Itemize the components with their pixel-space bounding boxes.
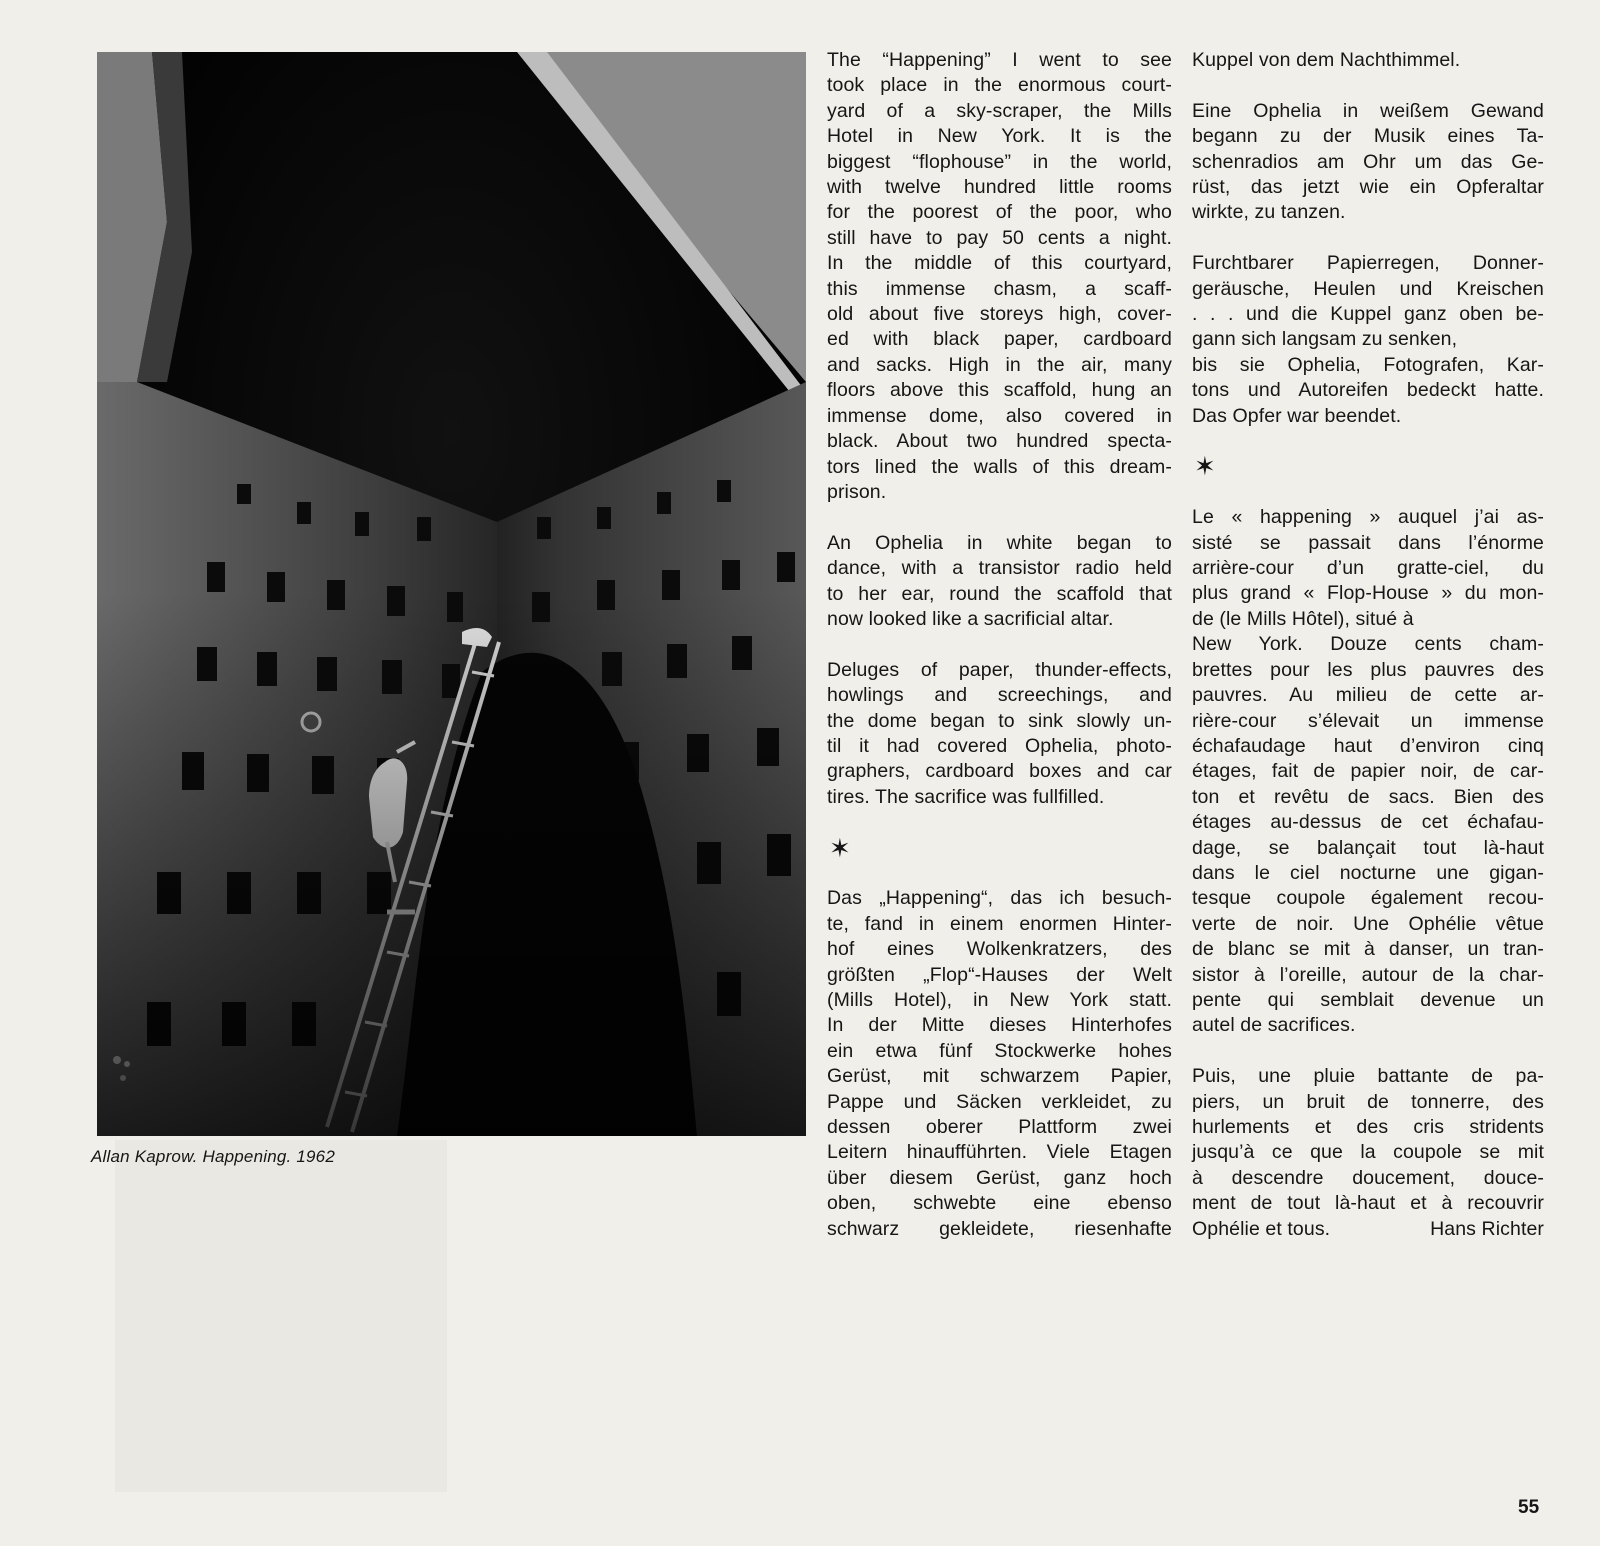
text-line: Ophélie et tous. xyxy=(1192,1217,1331,1240)
text-line: autel de sacrifices. xyxy=(1192,1014,1356,1037)
text-line: Gerüst, mit schwarzem Papier, xyxy=(827,1065,1172,1088)
text-line: te, fand in einem enormen Hinter- xyxy=(827,912,1172,935)
text-line: Kuppel von dem Nachthimmel. xyxy=(1192,49,1461,71)
paper-shadow xyxy=(115,1140,447,1492)
text-line: took place in the enormous court- xyxy=(827,74,1172,97)
text-line: wirkte, zu tanzen. xyxy=(1192,201,1346,224)
text-line: schwarz gekleidete, riesenhafte xyxy=(827,1217,1172,1240)
text-line: with twelve hundred little rooms xyxy=(827,176,1172,199)
text-line: to her ear, round the scaffold that xyxy=(827,582,1172,605)
text-line: til it had covered Ophelia, photo- xyxy=(827,734,1172,757)
text-line: geräusche, Heulen und Kreischen xyxy=(1192,277,1544,300)
german-paragraph-2 xyxy=(1192,99,1544,226)
text-line: dage, se balançait tout là-haut xyxy=(1192,836,1544,859)
text-line: Eine Ophelia in weißem Gewand xyxy=(1192,99,1544,122)
text-line: oben, schwebte eine ebenso xyxy=(827,1192,1172,1215)
text-line: hof eines Wolkenkratzers, des xyxy=(827,938,1172,961)
text-line: now looked like a sacrificial altar. xyxy=(827,607,1114,630)
text-line: this immense chasm, a scaff- xyxy=(827,277,1172,300)
text-line: dans le ciel nocturne une gigan- xyxy=(1192,861,1544,884)
german-paragraph-3 xyxy=(1192,251,1544,429)
photo-caption: Allan Kaprow. Happening. 1962 xyxy=(91,1147,335,1166)
text-line: hurlements et des cris stridents xyxy=(1192,1115,1544,1138)
english-paragraph-2 xyxy=(827,531,1172,633)
text-line: floors above this scaffold, hung an xyxy=(827,379,1172,402)
text-line: Pappe und Säcken verkleidet, zu xyxy=(827,1090,1172,1113)
french-paragraph-2 xyxy=(1192,1064,1544,1242)
text-line: the dome began to sink slowly un- xyxy=(827,709,1172,732)
text-line: begann zu der Musik eines Ta- xyxy=(1192,125,1544,148)
text-line: biggest “flophouse” in the world, xyxy=(827,150,1172,173)
text-line: pauvres. Au milieu de cette ar- xyxy=(1192,684,1544,707)
text-line: jusqu’à ce que la coupole se mit xyxy=(1192,1141,1544,1164)
text-line: Das Opfer war beendet. xyxy=(1192,404,1402,427)
text-line: Furchtbarer Papierregen, Donner- xyxy=(1192,252,1544,275)
text-line: ton et revêtu de sacs. Bien des xyxy=(1192,785,1544,808)
text-line: . . . und die Kuppel ganz oben be- xyxy=(1192,303,1544,326)
text-line: plus grand « Flop-House » du mon- xyxy=(1192,582,1544,605)
english-paragraph-1 xyxy=(827,48,1172,505)
text-line: dessen oberer Plattform zwei xyxy=(827,1116,1172,1138)
text-line: de (le Mills Hôtel), situé à xyxy=(1192,607,1414,630)
text-line: sisté se passait dans l’énorme xyxy=(1192,531,1544,554)
text-line: ein etwa fünf Stockwerke hohes xyxy=(827,1039,1172,1062)
text-line: Hotel in New York. It is the xyxy=(827,125,1172,148)
text-line: New York. Douze cents cham- xyxy=(1192,633,1544,656)
text-line: ed with black paper, cardboard xyxy=(827,328,1172,351)
text-line: dance, with a transistor radio held xyxy=(827,557,1172,580)
text-line: pente qui semblait devenue un xyxy=(1192,988,1544,1011)
text-line: brettes pour les plus pauvres des xyxy=(1192,658,1544,681)
star-separator-icon: ✶ xyxy=(1194,451,1216,482)
french-paragraph-1 xyxy=(1192,505,1544,1039)
text-line: tons und Autoreifen bedeckt hatte. xyxy=(1192,379,1544,402)
text-line: rüst, das jetzt wie ein Opferaltar xyxy=(1192,176,1544,199)
text-line: Das „Happening“, das ich besuch- xyxy=(827,887,1172,910)
english-paragraph-3 xyxy=(827,658,1172,810)
text-line: Leitern hinaufführten. Viele Etagen xyxy=(827,1141,1172,1164)
text-line: piers, un bruit de tonnerre, des xyxy=(1192,1090,1544,1113)
text-line: (Mills Hotel), in New York statt. xyxy=(827,988,1172,1011)
text-line: ment de tout là-haut et à recouvrir xyxy=(1192,1192,1544,1215)
photograph xyxy=(97,52,806,1136)
text-line: tors lined the walls of this dream- xyxy=(827,455,1172,478)
text-line: Deluges of paper, thunder-effects, xyxy=(827,658,1172,681)
courtyard-photo-graphic xyxy=(97,52,806,1136)
text-line: tires. The sacrifice was fullfilled. xyxy=(827,785,1105,808)
text-line: étages au-dessus de cet échafau- xyxy=(1192,811,1544,834)
signature-line xyxy=(1192,1217,1544,1242)
text-line: The “Happening” I went to see xyxy=(827,49,1172,71)
text-line: gann sich langsam zu senken, xyxy=(1192,328,1458,351)
text-line: for the poorest of the poor, who xyxy=(827,201,1172,224)
text-line: tesque coupole également recou- xyxy=(1192,887,1544,910)
text-line: größten „Flop“-Hauses der Welt xyxy=(827,963,1172,986)
german-paragraph-continued xyxy=(1192,48,1544,73)
text-line: and sacks. High in the air, many xyxy=(827,353,1172,376)
text-line: schenradios am Ohr um das Ge- xyxy=(1192,150,1544,173)
text-line: yard of a sky-scraper, the Mills xyxy=(827,99,1172,122)
german-paragraph-1 xyxy=(827,886,1172,1242)
author-name: Hans Richter xyxy=(1430,1217,1544,1240)
text-line: old about five storeys high, cover- xyxy=(827,303,1172,326)
text-line: An Ophelia in white began to xyxy=(827,531,1172,554)
text-line: black. About two hundred specta- xyxy=(827,430,1172,453)
text-line: à descendre doucement, douce- xyxy=(1192,1166,1544,1189)
text-line: arrière-cour d’un gratte-ciel, du xyxy=(1192,557,1544,580)
text-line: howlings and screechings, and xyxy=(827,684,1172,707)
text-line: prison. xyxy=(827,480,887,503)
text-line: Puis, une pluie battante de pa- xyxy=(1192,1065,1544,1088)
text-line: graphers, cardboard boxes and car xyxy=(827,760,1172,783)
text-line: échafaudage haut d’environ cinq xyxy=(1192,734,1544,757)
text-line: de blanc se mit à danser, un tran- xyxy=(1192,938,1544,961)
text-line: über diesem Gerüst, ganz hoch xyxy=(827,1166,1172,1189)
text-line: In der Mitte dieses Hinterhofes xyxy=(827,1014,1172,1037)
text-line: Le « happening » auquel j’ai as- xyxy=(1192,506,1544,529)
text-line: étages, fait de papier noir, de car- xyxy=(1192,760,1544,783)
text-line: rière-cour s’élevait un immense xyxy=(1192,709,1544,732)
text-line: sistor à l’oreille, autour de la char- xyxy=(1192,963,1544,986)
text-line: In the middle of this courtyard, xyxy=(827,252,1172,275)
text-line: immense dome, also covered in xyxy=(827,404,1172,427)
star-separator-icon: ✶ xyxy=(829,832,851,863)
text-column-1 xyxy=(827,48,1172,1267)
text-line: still have to pay 50 cents a night. xyxy=(827,226,1172,249)
text-line: verte de noir. Une Ophélie vêtue xyxy=(1192,912,1544,935)
text-column-2 xyxy=(1192,48,1544,1242)
page-number: 55 xyxy=(1518,1497,1540,1518)
text-line: bis sie Ophelia, Fotografen, Kar- xyxy=(1192,353,1544,376)
